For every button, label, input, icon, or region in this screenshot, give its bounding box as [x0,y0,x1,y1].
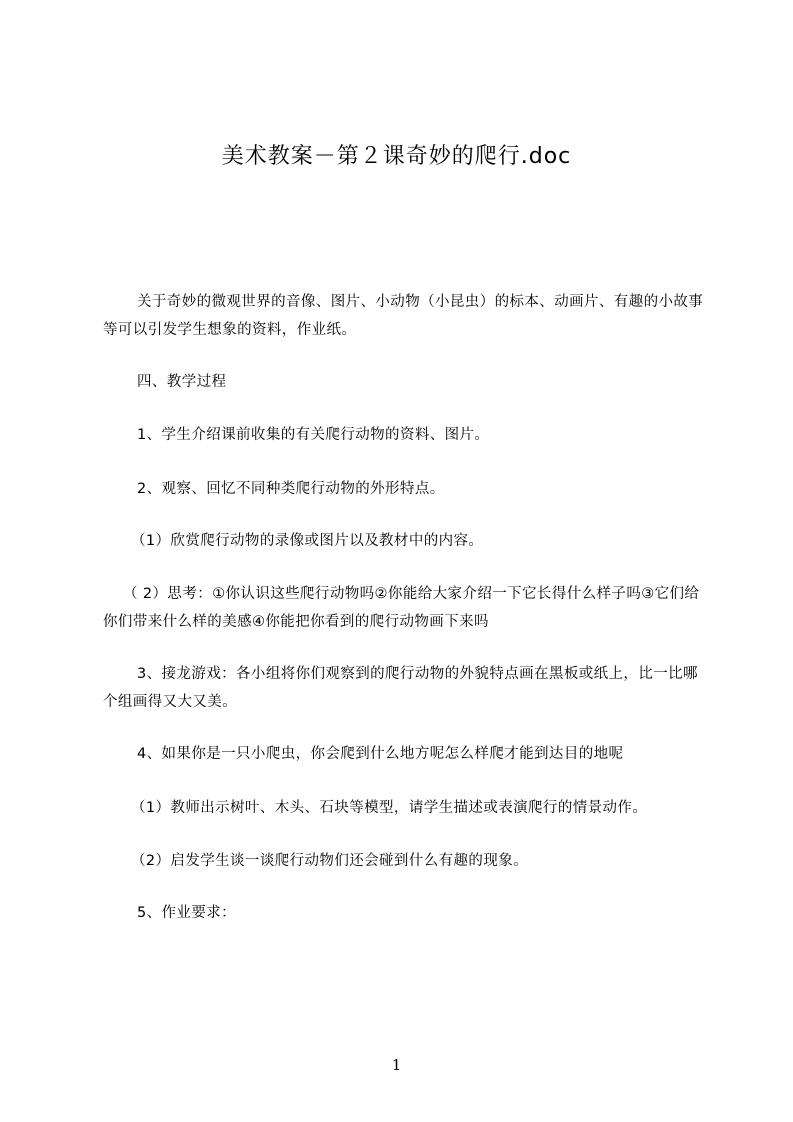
paragraph-step-2-2: （ 2）思考：①你认识这些爬行动物吗②你能给大家介绍一下它长得什么样子吗③它们给你们带来什么样的美感④你能把你看到的爬行动物画下来吗 [103,586,700,630]
paragraph-step-1: 1、学生介绍课前收集的有关爬行动物的资料、图片。 [137,427,490,443]
paragraph-step-4-2: （2）启发学生谈一谈爬行动物们还会碰到什么有趣的现象。 [131,853,529,869]
paragraph-materials: 关于奇妙的微观世界的音像、图片、小动物（小昆虫）的标本、动画片、有趣的小故事等可以引发学生想象的资料，作业纸。 [103,294,704,338]
paragraph-step-5: 5、作业要求： [137,905,237,921]
document-title: 美术教案－第２课奇妙的爬行.doc [221,144,572,169]
paragraph-step-4-1: （1）教师出示树叶、木头、石块等模型，请学生描述或表演爬行的情景动作。 [131,800,648,816]
page-number: 1 [391,1056,402,1074]
paragraph-step-4: 4、如果你是一只小爬虫，你会爬到什么地方呢怎么样爬才能到达目的地呢 [137,746,624,762]
paragraph-section-heading: 四、教学过程 [137,374,227,390]
paragraph-step-3: 3、接龙游戏：各小组将你们观察到的爬行动物的外貌特点画在黑板或纸上，比一比哪个组画得又大又美。 [103,666,698,710]
paragraph-step-2: 2、观察、回忆不同种类爬行动物的外形特点。 [137,481,445,497]
paragraph-step-2-1: （1）欣赏爬行动物的录像或图片以及教材中的内容。 [131,533,484,549]
